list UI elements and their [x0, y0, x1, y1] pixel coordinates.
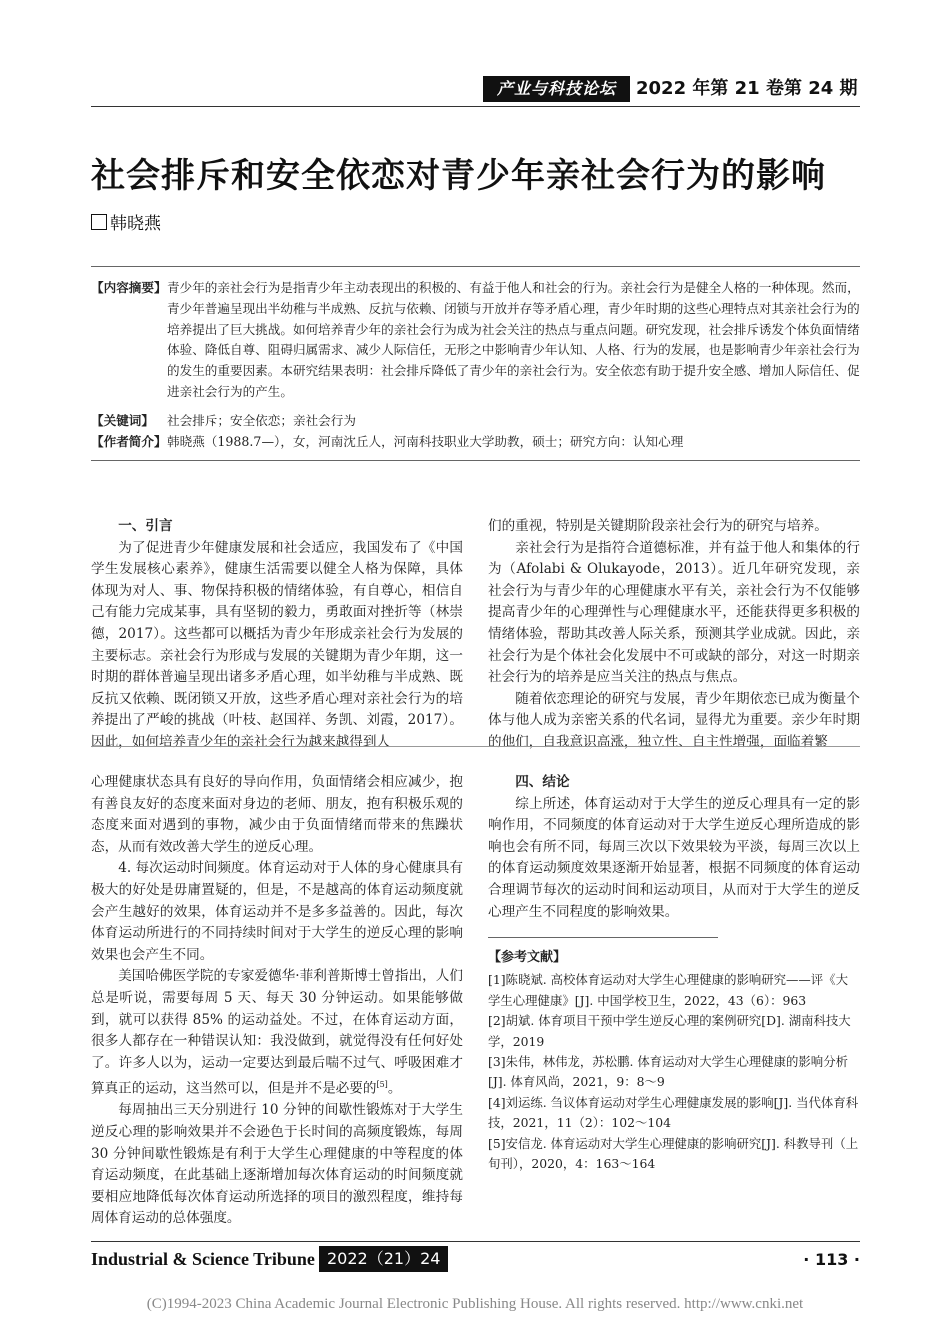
header-rule — [91, 106, 860, 107]
journal-badge: 产业与科技论坛 — [483, 76, 630, 102]
abstract — [91, 278, 860, 403]
footer-issue-code: 2022（21）24 — [319, 1246, 448, 1272]
author-line — [91, 209, 161, 234]
abstract-top-rule — [91, 266, 860, 267]
paragraph-end: 。 — [387, 1080, 402, 1097]
abstract-bottom-rule — [91, 460, 860, 461]
copyright-watermark: (C)1994-2023 China Academic Journal Electronic Publishing House. All rights reserved. http://www.cnki.net — [146, 1296, 804, 1312]
author-info-text: 韩晓燕（1988.7—），女，河南沈丘人，河南科技职业大学助教，硕士；研究方向：认知心理 — [167, 434, 684, 449]
paragraph: 4. 每次运动时间频度。体育运动对于人体的身心健康具有极大的好处是毋庸置疑的，但是，不是越高的体育运动频度就会产生越好的效果，体育运动并不是多多益善的。因此，每次体育运动所进行的不同持续时间对于大学生的逆反心理的影响效果也会产生不同。 — [91, 860, 463, 963]
paragraph-text: 美国哈佛医学院的专家爱德华·菲利普斯博士曾指出，人们总是听说，需要每周 5 天、每天 30 分钟运动。如果能够做到，就可以获得 85% 的运动益处。不过，在体育运动方面，很多人都存在一种错误认知：我没做到，就觉得没有任何好处了。许多人以为，运动一定要达到最后喘不过气、呼吸困难才算真正的运动，这当然可以，但是并不是必要的 — [91, 968, 463, 1097]
paragraph: 为了促进青少年健康发展和社会适应，我国发布了《中国学生发展核心素养》，健康生活需要以健全人格为保障，具体体现为对人、事、物保持积极的情绪体验，有自尊心，相信自己有能力完成某事，具有坚韧的毅力，勇敢面对挫折等（林崇德，2017）。这些都可以概括为青少年形成亲社会行为发展的主要标志。亲社会行为形成与发展的关键期为青少年期，这一时期的群体普遍呈现出诸多矛盾心理，如半幼稚与半成熟、既反抗又依赖、既闭锁又开放，这些矛盾心理对亲社会行为的培养提出了严峻的挑战（叶枝、赵国祥、务凯、刘霞，2017）。因此，如何培养青少年的亲社会行为越来越得到人 — [91, 539, 463, 750]
issue-label: 2022 年第 21 卷第 24 期 — [636, 78, 858, 99]
abstract-label: 【内容摘要】 — [91, 280, 167, 295]
paragraph: 们的重视，特别是关键期阶段亲社会行为的研究与培养。 — [488, 518, 828, 534]
paragraph: 心理健康状态具有良好的导向作用，负面情绪会相应减少，抱有善良友好的态度来面对身边的老师、朋友，抱有积极乐观的态度来面对遇到的事物，减少由于负面情绪而带来的焦躁状态，从而有效改善大学生的逆反心理。 — [91, 774, 463, 855]
paragraph: 综上所述，体育运动对于大学生的逆反心理具有一定的影响作用，不同频度的体育运动对于大学生逆反心理所造成的影响也会有所不同，每周三次以下效果较为平淡，每周三次以上的体育运动频度效果逐渐开始显著，根据不同频度的体育运动合理调节每次的运动时间和运动项目，从而对于大学生的逆反心理产生不同程度的影响效果。 — [488, 795, 860, 920]
reference-item: [1]陈晓斌. 高校体育运动对大学生心理健康的影响研究——评《大学生心理健康》[J]. 中国学校卫生，2022，43（6）：963 — [488, 972, 848, 1008]
keywords-label: 【关键词】 — [91, 413, 154, 428]
paragraph: 每周抽出三天分别进行 10 分钟的间歇性锻炼对于大学生逆反心理的影响效果并不会逊色于长时间的高频度锻炼，每周 30 分钟间歇性锻炼是有利于大学生心理健康的中等程度的体育运动频度，在此基础上逐渐增加每次体育运动的时间频度就要相应地降低每次体育运动所选择的项目的激烈程度，维持每周体育运动的总体强度。 — [91, 1102, 463, 1227]
page-number: · 113 · — [803, 1250, 860, 1269]
abstract-text: 青少年的亲社会行为是指青少年主动表现出的积极的、有益于他人和社会的行为。亲社会行为是健全人格的一种体现。然而，青少年普遍呈现出半幼稚与半成熟、反抗与依赖、闭锁与开放并存等矛盾心理，青少年时期的这些心理特点对其亲社会行为的培养提出了巨大挑战。如何培养青少年的亲社会行为成为社会关注的热点与重点问题。研究发现，社会排斥诱发个体负面情绪体验、降低自尊、阻碍归属需求、减少人际信任，无形之中影响青少年认知、人格、行为的发展，也是影响青少年亲社会行为的发生的重要因素。本研究结果表明：社会排斥降低了青少年的亲社会行为。安全依恋有助于提升安全感、增加人际信任、促进亲社会行为的产生。 — [167, 280, 860, 399]
section-heading: 四、结论 — [515, 774, 570, 790]
author-name: 韩晓燕 — [110, 214, 161, 234]
reference-item: [3]朱伟，林伟龙，苏松鹏. 体育运动对大学生心理健康的影响分析[J]. 体育风尚，2021，9：8～9 — [488, 1054, 848, 1090]
references — [488, 948, 860, 1174]
references-heading: 【参考文献】 — [488, 950, 567, 965]
keywords — [91, 411, 860, 432]
footer-journal-name: Industrial & Science Tribune — [91, 1249, 315, 1269]
reference-item: [4]刘运练. 刍议体育运动对学生心理健康发展的影响[J]. 当代体育科技，2021，11（2）：102～104 — [488, 1094, 859, 1131]
paragraph — [91, 966, 463, 1100]
references-rule — [488, 937, 718, 938]
section-heading: 一、引言 — [118, 518, 173, 534]
author-box-icon — [91, 214, 107, 230]
page-divider — [91, 746, 860, 747]
citation-mark: [5] — [376, 1080, 388, 1090]
intro-column-left — [91, 516, 463, 754]
keywords-text: 社会排斥；安全依恋；亲社会行为 — [167, 413, 356, 428]
lower-column-right — [488, 772, 860, 923]
intro-column-right — [488, 516, 860, 754]
reference-item: [2]胡斌. 体育项目干预中学生逆反心理的案例研究[D]. 湖南科技大学，2019 — [488, 1013, 851, 1049]
paragraph: 随着依恋理论的研究与发展，青少年期依恋已成为衡量个体与他人成为亲密关系的代名词，显得尤为重要。亲少年时期的他们，自我意识高涨，独立性、自主性增强，面临着繁 — [488, 690, 860, 750]
footer-rule — [91, 1241, 860, 1242]
author-info-label: 【作者简介】 — [91, 434, 167, 449]
lower-column-left — [91, 772, 463, 1230]
author-info — [91, 432, 860, 453]
paragraph: 亲社会行为是指符合道德标准，并有益于他人和集体的行为（Afolabi & Olukayode，2013）。近几年研究发现，亲社会行为与青少年的心理健康水平有关，亲社会行为不仅能够提高青少年的心理弹性与心理健康水平，还能获得更多积极的情绪体验，帮助其改善人际关系，预测其学业成就。因此，亲社会行为是个体社会化发展中不可或缺的部分，对这一时期亲社会行为的培养是应当关注的热点与焦点。 — [488, 539, 860, 686]
article-title: 社会排斥和安全依恋对青少年亲社会行为的影响 — [91, 156, 826, 196]
reference-item: [5]安信龙. 体育运动对大学生心理健康的影响研究[J]. 科教导刊（上旬刊），2020，4：163～164 — [488, 1135, 859, 1172]
